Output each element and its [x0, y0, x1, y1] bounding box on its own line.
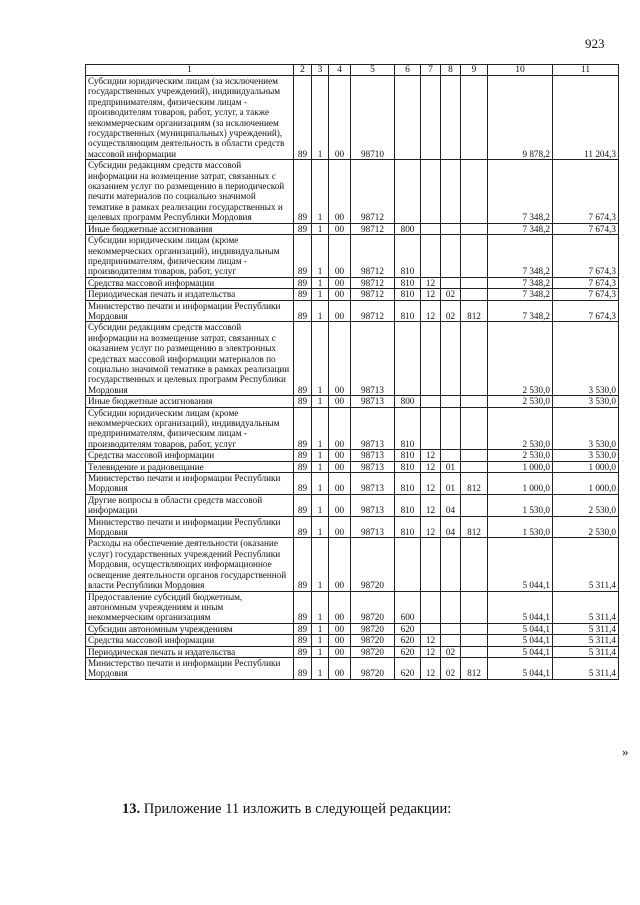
cell-code: 00	[329, 494, 351, 516]
cell-code: 620	[395, 646, 421, 657]
cell-amount: 11 204,3	[553, 76, 619, 160]
cell-name: Министерство печати и информации Республики Мордовия	[86, 473, 294, 495]
table-row	[86, 407, 619, 450]
cell-code: 01	[441, 461, 461, 472]
cell-code	[461, 591, 488, 623]
cell-code: 00	[329, 396, 351, 407]
cell-code: 98712	[351, 223, 395, 234]
cell-code: 00	[329, 223, 351, 234]
cell-code	[421, 322, 441, 396]
cell-code: 810	[395, 461, 421, 472]
instruction-text: Приложение 11 изложить в следующей редакции:	[140, 801, 452, 817]
cell-code	[461, 494, 488, 516]
cell-name: Предоставление субсидий бюджетным, автономным учреждениям и иным некоммерческим организациям	[86, 591, 294, 623]
cell-code: 89	[294, 623, 312, 634]
cell-code	[441, 635, 461, 646]
cell-code: 800	[395, 223, 421, 234]
cell-code: 00	[329, 516, 351, 538]
cell-code: 1	[312, 591, 329, 623]
cell-code: 1	[312, 289, 329, 300]
cell-code	[461, 646, 488, 657]
cell-code	[461, 407, 488, 450]
cell-code: 620	[395, 635, 421, 646]
cell-amount: 2 530,0	[488, 322, 553, 396]
cell-name: Министерство печати и информации Республики Мордовия	[86, 657, 294, 679]
cell-code: 89	[294, 473, 312, 495]
cell-code: 00	[329, 646, 351, 657]
cell-code: 1	[312, 646, 329, 657]
cell-name: Субсидии редакциям средств массовой информации на возмещение затрат, связанных с оказанием услуг по размещению в периодической печати материалов по социально значимой тематике в рамках реализации государственных и целевых программ Республики Мордовия	[86, 160, 294, 223]
table-row	[86, 461, 619, 472]
cell-code	[441, 407, 461, 450]
cell-amount: 2 530,0	[488, 396, 553, 407]
cell-code: 00	[329, 289, 351, 300]
table-row	[86, 646, 619, 657]
cell-code	[421, 538, 441, 591]
cell-code: 12	[421, 657, 441, 679]
cell-amount: 5 044,1	[488, 646, 553, 657]
table-row	[86, 396, 619, 407]
cell-code: 98713	[351, 450, 395, 461]
table-row	[86, 591, 619, 623]
column-header: 11	[553, 65, 619, 76]
cell-code	[395, 538, 421, 591]
cell-name: Расходы на обеспечение деятельности (оказание услуг) государственных учреждений Республики Мордовия, осуществляющих информационное освещение деятельности органов государственной власти Республики Мордовия	[86, 538, 294, 591]
cell-code	[441, 450, 461, 461]
cell-code	[461, 235, 488, 278]
cell-code: 98713	[351, 407, 395, 450]
cell-code: 98712	[351, 300, 395, 322]
cell-code: 98712	[351, 277, 395, 288]
cell-amount: 1 000,0	[488, 461, 553, 472]
cell-code: 98710	[351, 76, 395, 160]
cell-name: Средства массовой информации	[86, 450, 294, 461]
column-header: 5	[351, 65, 395, 76]
cell-code: 810	[395, 407, 421, 450]
cell-amount: 7 674,3	[553, 289, 619, 300]
instruction-number: 13.	[122, 801, 141, 817]
cell-code	[421, 591, 441, 623]
cell-code: 98713	[351, 516, 395, 538]
table-row	[86, 300, 619, 322]
cell-code: 98720	[351, 635, 395, 646]
cell-code	[421, 76, 441, 160]
cell-code	[441, 591, 461, 623]
cell-code	[461, 277, 488, 288]
table-row	[86, 473, 619, 495]
cell-code: 810	[395, 289, 421, 300]
cell-amount: 5 311,4	[553, 646, 619, 657]
cell-amount: 7 348,2	[488, 160, 553, 223]
cell-code: 1	[312, 657, 329, 679]
cell-code	[441, 223, 461, 234]
table-row	[86, 635, 619, 646]
cell-amount: 2 530,0	[553, 494, 619, 516]
cell-code	[441, 76, 461, 160]
cell-name: Периодическая печать и издательства	[86, 289, 294, 300]
cell-code: 00	[329, 277, 351, 288]
cell-code: 00	[329, 473, 351, 495]
cell-name: Периодическая печать и издательства	[86, 646, 294, 657]
cell-code: 810	[395, 235, 421, 278]
cell-name: Субсидии юридическим лицам (кроме некоммерческих организаций), индивидуальным предпринимателям, физическим лицам - производителям товаров, работ, услуг	[86, 407, 294, 450]
cell-code	[441, 277, 461, 288]
cell-amount: 1 000,0	[553, 461, 619, 472]
cell-code: 89	[294, 289, 312, 300]
cell-amount: 5 311,4	[553, 635, 619, 646]
cell-code: 1	[312, 516, 329, 538]
cell-amount: 3 530,0	[553, 407, 619, 450]
cell-code	[421, 223, 441, 234]
cell-code: 1	[312, 235, 329, 278]
table-row	[86, 538, 619, 591]
cell-amount: 9 878,2	[488, 76, 553, 160]
cell-amount: 1 000,0	[488, 473, 553, 495]
cell-amount: 5 044,1	[488, 635, 553, 646]
cell-code	[461, 322, 488, 396]
cell-code: 00	[329, 591, 351, 623]
cell-amount: 5 044,1	[488, 591, 553, 623]
cell-code	[461, 450, 488, 461]
cell-code: 810	[395, 494, 421, 516]
column-header: 1	[86, 65, 294, 76]
cell-name: Средства массовой информации	[86, 277, 294, 288]
table-row	[86, 657, 619, 679]
cell-code: 98720	[351, 591, 395, 623]
cell-code: 12	[421, 450, 441, 461]
column-header: 2	[294, 65, 312, 76]
cell-code: 12	[421, 494, 441, 516]
cell-amount: 7 348,2	[488, 235, 553, 278]
cell-code: 810	[395, 450, 421, 461]
cell-code: 1	[312, 76, 329, 160]
cell-code: 810	[395, 300, 421, 322]
cell-amount: 3 530,0	[553, 322, 619, 396]
cell-code: 89	[294, 277, 312, 288]
cell-code: 12	[421, 635, 441, 646]
cell-amount: 7 348,2	[488, 223, 553, 234]
cell-code: 98720	[351, 538, 395, 591]
cell-code: 00	[329, 450, 351, 461]
cell-code: 89	[294, 160, 312, 223]
cell-code: 00	[329, 300, 351, 322]
cell-code	[461, 635, 488, 646]
cell-code: 1	[312, 623, 329, 634]
cell-code: 98713	[351, 473, 395, 495]
cell-code: 98720	[351, 623, 395, 634]
cell-amount: 7 674,3	[553, 223, 619, 234]
cell-code: 12	[421, 461, 441, 472]
cell-code: 1	[312, 538, 329, 591]
cell-code: 1	[312, 450, 329, 461]
column-header: 7	[421, 65, 441, 76]
cell-name: Субсидии автономным учреждениям	[86, 623, 294, 634]
cell-amount: 7 348,2	[488, 300, 553, 322]
cell-code: 89	[294, 76, 312, 160]
cell-code: 98712	[351, 289, 395, 300]
cell-name: Министерство печати и информации Республики Мордовия	[86, 300, 294, 322]
cell-code: 810	[395, 473, 421, 495]
table-row	[86, 223, 619, 234]
cell-code: 02	[441, 657, 461, 679]
cell-amount: 3 530,0	[553, 396, 619, 407]
table-row	[86, 494, 619, 516]
cell-code: 02	[441, 646, 461, 657]
cell-code: 1	[312, 407, 329, 450]
cell-code: 1	[312, 300, 329, 322]
cell-amount: 5 044,1	[488, 657, 553, 679]
cell-code: 98713	[351, 494, 395, 516]
cell-amount: 5 044,1	[488, 538, 553, 591]
cell-code	[395, 322, 421, 396]
cell-name: Другие вопросы в области средств массовой информации	[86, 494, 294, 516]
cell-code: 00	[329, 538, 351, 591]
cell-amount: 1 530,0	[488, 516, 553, 538]
cell-code: 00	[329, 407, 351, 450]
cell-code: 89	[294, 494, 312, 516]
cell-code: 00	[329, 235, 351, 278]
cell-amount: 7 674,3	[553, 277, 619, 288]
cell-code: 98713	[351, 461, 395, 472]
cell-amount: 5 311,4	[553, 591, 619, 623]
cell-name: Субсидии юридическим лицам (за исключением государственных учреждений), индивидуальным предпринимателям, физическим лицам - производителям товаров, работ, услуг, а также некоммерческим организациям (за исключением государственных (муниципальных) учреждений), осуществляющим деятельность в области средств массовой информации	[86, 76, 294, 160]
cell-amount: 5 311,4	[553, 538, 619, 591]
cell-code: 812	[461, 473, 488, 495]
cell-code: 00	[329, 322, 351, 396]
cell-amount: 7 674,3	[553, 160, 619, 223]
cell-code: 04	[441, 494, 461, 516]
cell-code	[461, 461, 488, 472]
table-row	[86, 76, 619, 160]
cell-code: 812	[461, 516, 488, 538]
cell-amount: 3 530,0	[553, 450, 619, 461]
cell-code: 1	[312, 461, 329, 472]
cell-code: 00	[329, 657, 351, 679]
cell-amount: 5 311,4	[553, 657, 619, 679]
cell-code: 98712	[351, 160, 395, 223]
cell-code: 12	[421, 277, 441, 288]
cell-code: 1	[312, 494, 329, 516]
cell-code: 620	[395, 623, 421, 634]
cell-code	[395, 76, 421, 160]
cell-code: 89	[294, 591, 312, 623]
page-number: 923	[585, 36, 605, 51]
cell-amount: 2 530,0	[488, 407, 553, 450]
cell-code: 89	[294, 223, 312, 234]
cell-amount: 7 674,3	[553, 300, 619, 322]
cell-amount: 2 530,0	[488, 450, 553, 461]
table-row	[86, 277, 619, 288]
cell-code	[441, 396, 461, 407]
cell-code: 810	[395, 516, 421, 538]
cell-amount: 7 348,2	[488, 277, 553, 288]
cell-amount: 1 530,0	[488, 494, 553, 516]
closing-quote: »	[622, 744, 629, 759]
cell-name: Министерство печати и информации Республики Мордовия	[86, 516, 294, 538]
cell-code	[421, 396, 441, 407]
column-header: 10	[488, 65, 553, 76]
cell-code: 89	[294, 646, 312, 657]
cell-code	[461, 160, 488, 223]
cell-code: 89	[294, 396, 312, 407]
cell-code	[421, 235, 441, 278]
cell-code: 89	[294, 516, 312, 538]
cell-code	[461, 623, 488, 634]
cell-code: 00	[329, 623, 351, 634]
cell-code: 812	[461, 657, 488, 679]
cell-code	[441, 235, 461, 278]
cell-code	[441, 623, 461, 634]
cell-code: 12	[421, 473, 441, 495]
cell-code: 89	[294, 300, 312, 322]
cell-code: 98720	[351, 657, 395, 679]
table-row	[86, 235, 619, 278]
cell-code: 1	[312, 322, 329, 396]
cell-code: 812	[461, 300, 488, 322]
table-row	[86, 322, 619, 396]
cell-code: 89	[294, 235, 312, 278]
cell-code	[395, 160, 421, 223]
cell-code: 00	[329, 635, 351, 646]
cell-amount: 7 674,3	[553, 235, 619, 278]
cell-code: 1	[312, 223, 329, 234]
cell-code	[421, 407, 441, 450]
cell-amount: 1 000,0	[553, 473, 619, 495]
cell-code	[441, 538, 461, 591]
column-header: 8	[441, 65, 461, 76]
table-header-row	[86, 65, 619, 76]
cell-code	[441, 160, 461, 223]
column-header: 3	[312, 65, 329, 76]
instruction-paragraph	[122, 801, 451, 818]
column-header: 9	[461, 65, 488, 76]
table-body	[86, 76, 619, 680]
table-row	[86, 516, 619, 538]
cell-code: 1	[312, 635, 329, 646]
column-header: 4	[329, 65, 351, 76]
cell-code: 12	[421, 300, 441, 322]
cell-code: 1	[312, 396, 329, 407]
cell-code	[461, 223, 488, 234]
table-row	[86, 623, 619, 634]
cell-code: 12	[421, 646, 441, 657]
cell-code: 98720	[351, 646, 395, 657]
cell-code	[441, 322, 461, 396]
cell-code: 620	[395, 657, 421, 679]
cell-code: 00	[329, 76, 351, 160]
cell-code: 12	[421, 516, 441, 538]
cell-code: 89	[294, 461, 312, 472]
cell-code	[461, 396, 488, 407]
table-row	[86, 160, 619, 223]
cell-code: 89	[294, 538, 312, 591]
cell-code: 98713	[351, 322, 395, 396]
cell-amount: 5 311,4	[553, 623, 619, 634]
cell-code	[461, 538, 488, 591]
cell-code: 1	[312, 473, 329, 495]
cell-code: 01	[441, 473, 461, 495]
cell-code: 810	[395, 277, 421, 288]
cell-name: Иные бюджетные ассигнования	[86, 396, 294, 407]
cell-code	[461, 76, 488, 160]
cell-code: 98712	[351, 235, 395, 278]
cell-amount: 7 348,2	[488, 289, 553, 300]
cell-name: Средства массовой информации	[86, 635, 294, 646]
cell-code: 04	[441, 516, 461, 538]
cell-code: 02	[441, 300, 461, 322]
table-row	[86, 289, 619, 300]
table-row	[86, 450, 619, 461]
cell-code: 89	[294, 635, 312, 646]
cell-code: 1	[312, 160, 329, 223]
cell-code: 89	[294, 322, 312, 396]
cell-code: 600	[395, 591, 421, 623]
cell-name: Субсидии юридическим лицам (кроме некоммерческих организаций), индивидуальным предпринимателям, физическим лицам - производителям товаров, работ, услуг	[86, 235, 294, 278]
cell-code: 02	[441, 289, 461, 300]
cell-amount: 5 044,1	[488, 623, 553, 634]
cell-code	[461, 289, 488, 300]
cell-code: 98713	[351, 396, 395, 407]
cell-code: 89	[294, 407, 312, 450]
cell-name: Иные бюджетные ассигнования	[86, 223, 294, 234]
cell-code: 89	[294, 450, 312, 461]
cell-code: 800	[395, 396, 421, 407]
cell-code: 89	[294, 657, 312, 679]
cell-name: Субсидии редакциям средств массовой информации на возмещение затрат, связанных с оказанием услуг по размещению в электронных средствах массовой информации материалов по социально значимой тематике в рамках реализации государственных и целевых программ Республики Мордовия	[86, 322, 294, 396]
cell-code: 00	[329, 160, 351, 223]
cell-amount: 2 530,0	[553, 516, 619, 538]
budget-table	[85, 64, 619, 680]
cell-name: Телевидение и радиовещание	[86, 461, 294, 472]
column-header: 6	[395, 65, 421, 76]
cell-code	[421, 623, 441, 634]
cell-code: 1	[312, 277, 329, 288]
cell-code	[421, 160, 441, 223]
cell-code: 12	[421, 289, 441, 300]
cell-code: 00	[329, 461, 351, 472]
